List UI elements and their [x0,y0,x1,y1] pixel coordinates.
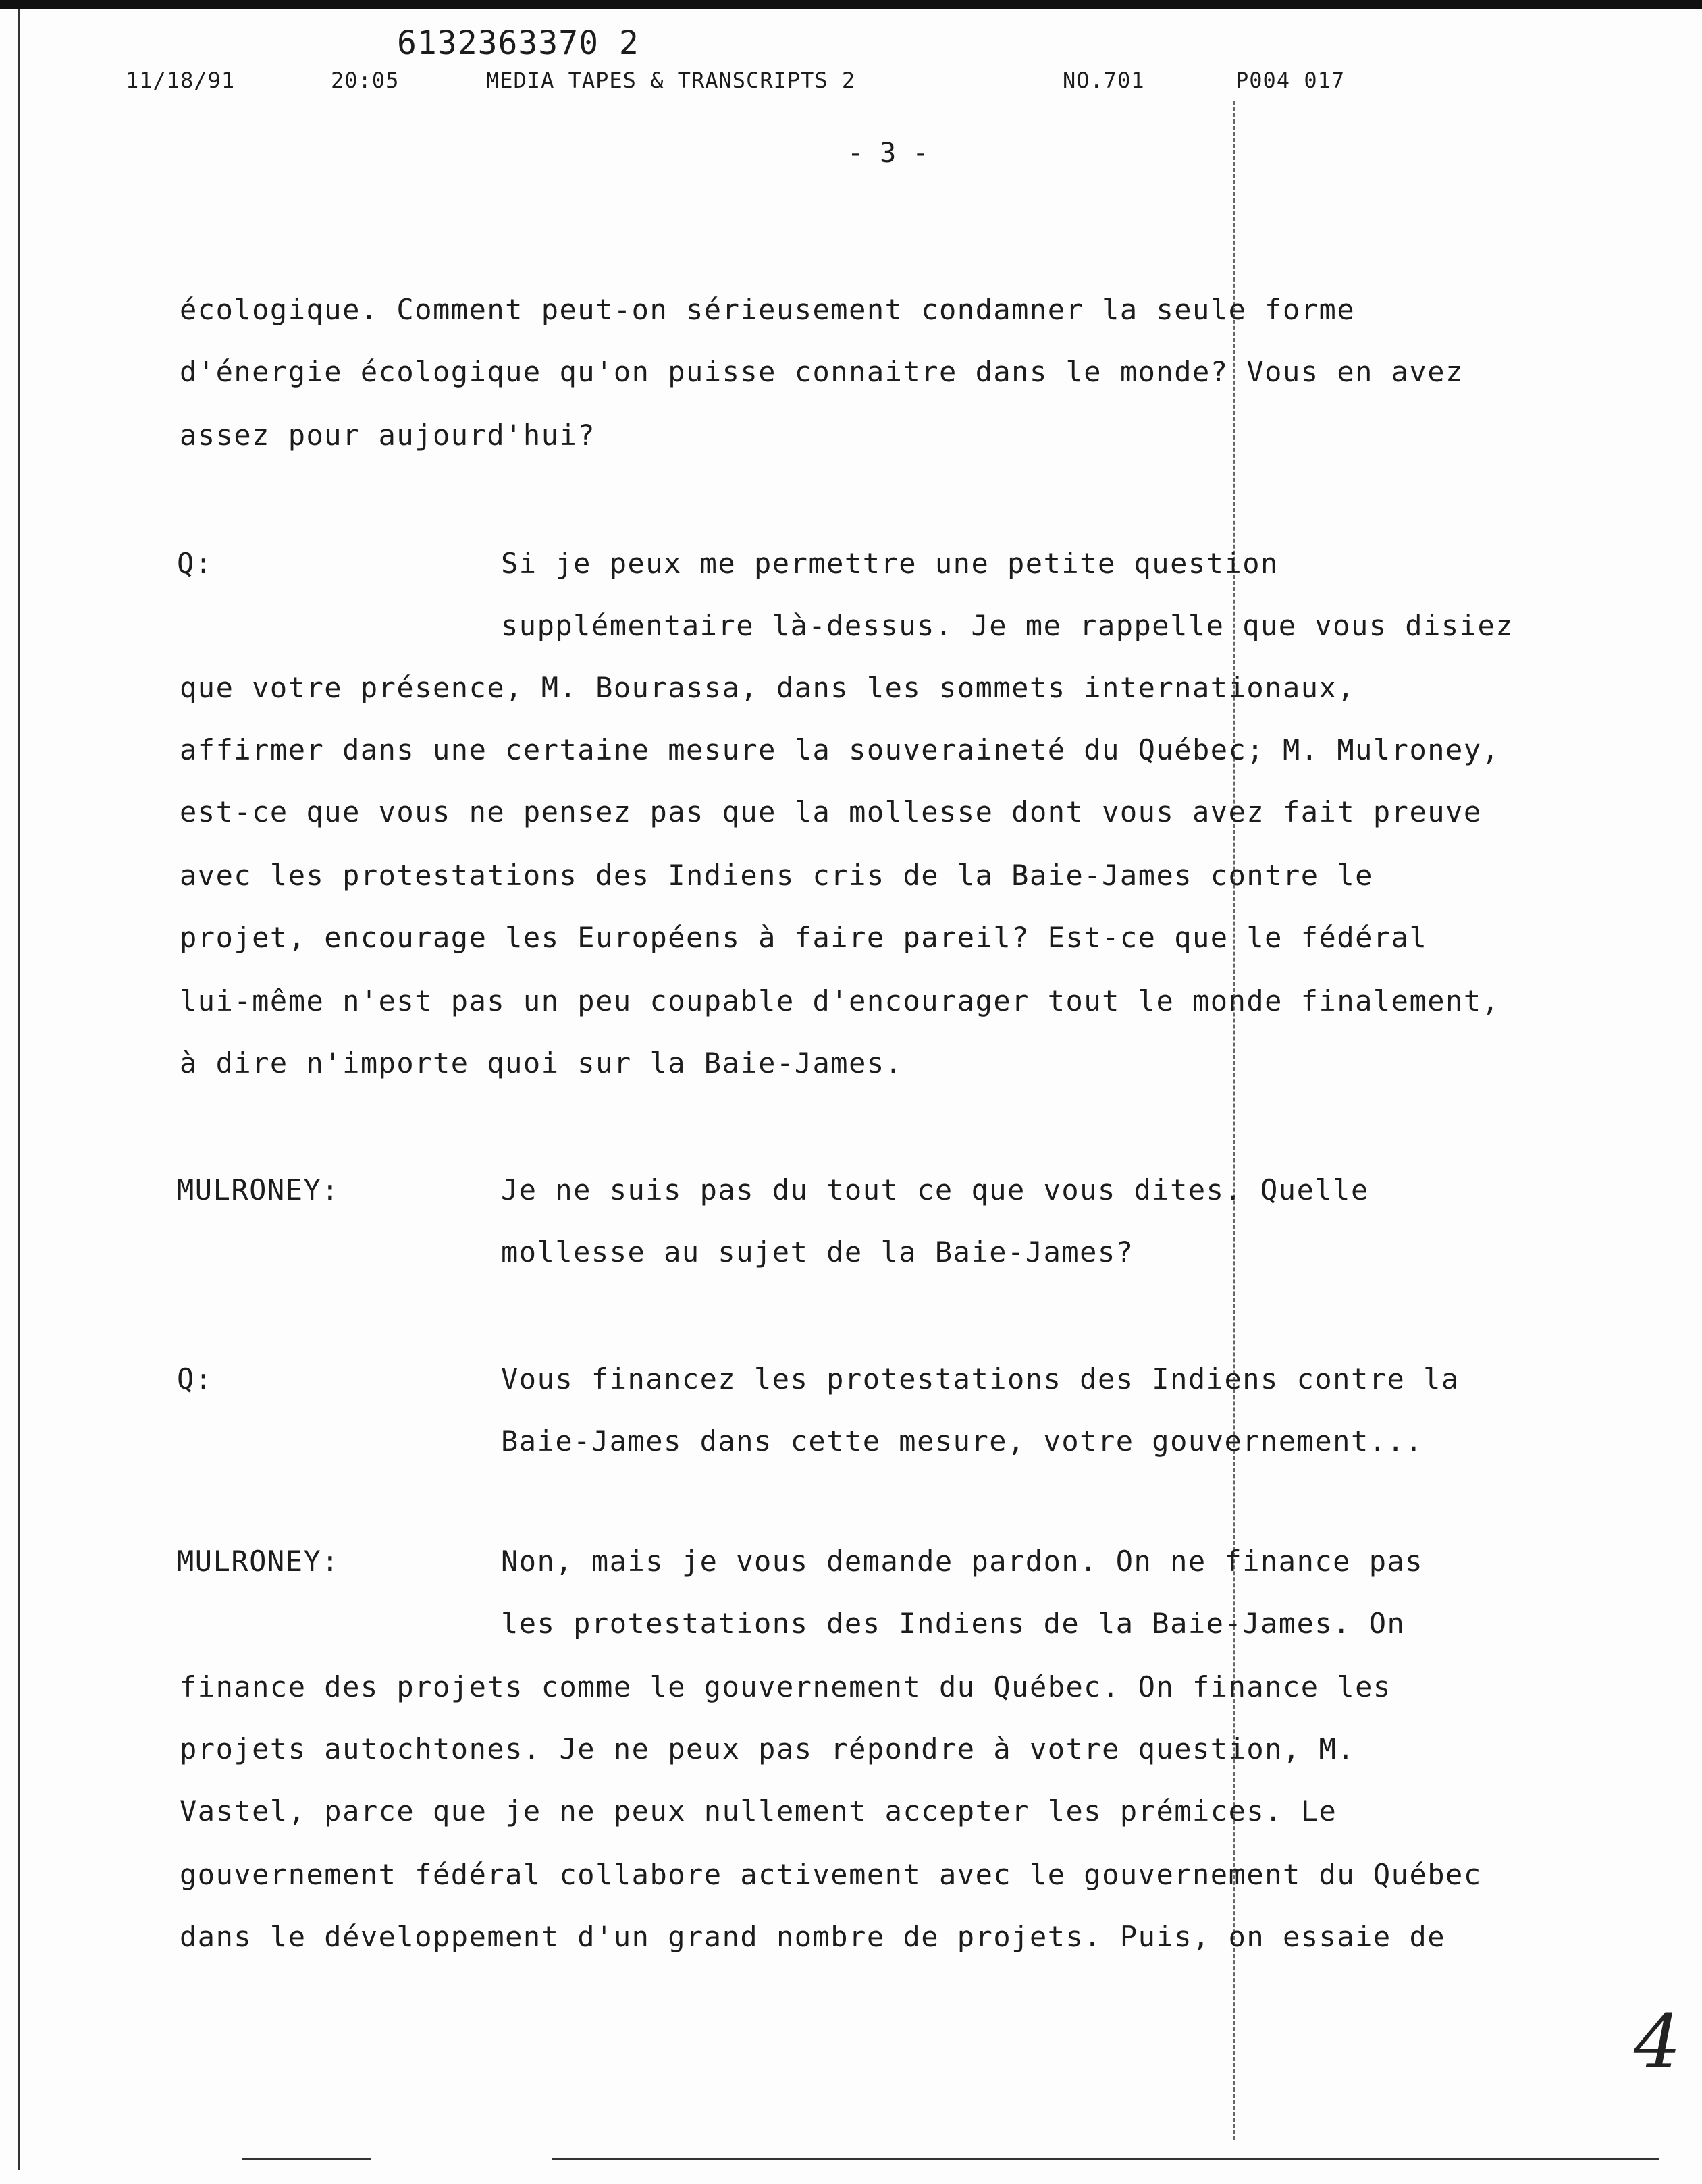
transcript-line: finance des projets comme le gouvernement du Québec. On finance les [180,1670,1391,1703]
paragraph-line: assez pour aujourd'hui? [180,419,596,452]
fax-time: 20:05 [331,68,400,93]
page-number: - 3 - [847,138,929,169]
transcript-line: mollesse au sujet de la Baie-James? [501,1235,1134,1269]
transcript-line: est-ce que vous ne pensez pas que la mollesse dont vous avez fait preuve [180,795,1482,828]
transcript-line: supplémentaire là-dessus. Je me rappelle que vous disiez [501,609,1514,642]
fax-page-ref: P004 017 [1235,68,1346,93]
handwritten-page-number: 4 [1634,1998,1681,2085]
transcript-line: que votre présence, M. Bourassa, dans les sommets internationaux, [180,671,1356,704]
transcript-line: lui-même n'est pas un peu coupable d'encourager tout le monde finalement, [180,984,1500,1017]
fax-left-edge [18,9,20,2170]
transcript-line: Baie-James dans cette mesure, votre gouvernement... [501,1424,1424,1458]
speaker-label: Q: [177,547,213,580]
fax-sender: MEDIA TAPES & TRANSCRIPTS 2 [486,68,856,93]
fax-number-label: NO.701 [1063,68,1145,93]
paragraph-line: écologique. Comment peut-on sérieusement condamner la seule forme [180,293,1356,326]
transcript-line: affirmer dans une certaine mesure la souveraineté du Québec; M. Mulroney, [180,733,1500,766]
transcript-line: Non, mais je vous demande pardon. On ne finance pas [501,1545,1424,1578]
transcript-line: à dire n'importe quoi sur la Baie-James. [180,1046,903,1080]
transcript-line: projet, encourage les Européens à faire pareil? Est-ce que le fédéral [180,921,1428,954]
footer-rule-long [552,2158,1659,2160]
fax-scan-artifact-line [1233,101,1235,2140]
speaker-label: Q: [177,1362,213,1395]
fax-phone-number: 6132363370 2 [397,24,639,62]
transcript-line: gouvernement fédéral collabore activement avec le gouvernement du Québec [180,1858,1482,1891]
paragraph-line: d'énergie écologique qu'on puisse connaitre dans le monde? Vous en avez [180,355,1464,388]
transcript-line: Vous financez les protestations des Indiens contre la [501,1362,1460,1395]
transcript-line: Vastel, parce que je ne peux nullement accepter les prémices. Le [180,1794,1337,1828]
transcript-line: les protestations des Indiens de la Baie-James. On [501,1607,1406,1640]
transcript-line: Je ne suis pas du tout ce que vous dites. Quelle [501,1173,1369,1206]
speaker-label: MULRONEY: [177,1173,340,1206]
footer-rule-short [242,2158,371,2160]
transcript-line: dans le développement d'un grand nombre de projets. Puis, on essaie de [180,1920,1446,1953]
transcript-line: avec les protestations des Indiens cris de la Baie-James contre le [180,859,1373,892]
transcript-line: projets autochtones. Je ne peux pas répondre à votre question, M. [180,1732,1356,1765]
speaker-label: MULRONEY: [177,1545,340,1578]
transcript-line: Si je peux me permettre une petite question [501,547,1279,580]
fax-date: 11/18/91 [126,68,236,93]
fax-top-edge [0,0,1702,9]
